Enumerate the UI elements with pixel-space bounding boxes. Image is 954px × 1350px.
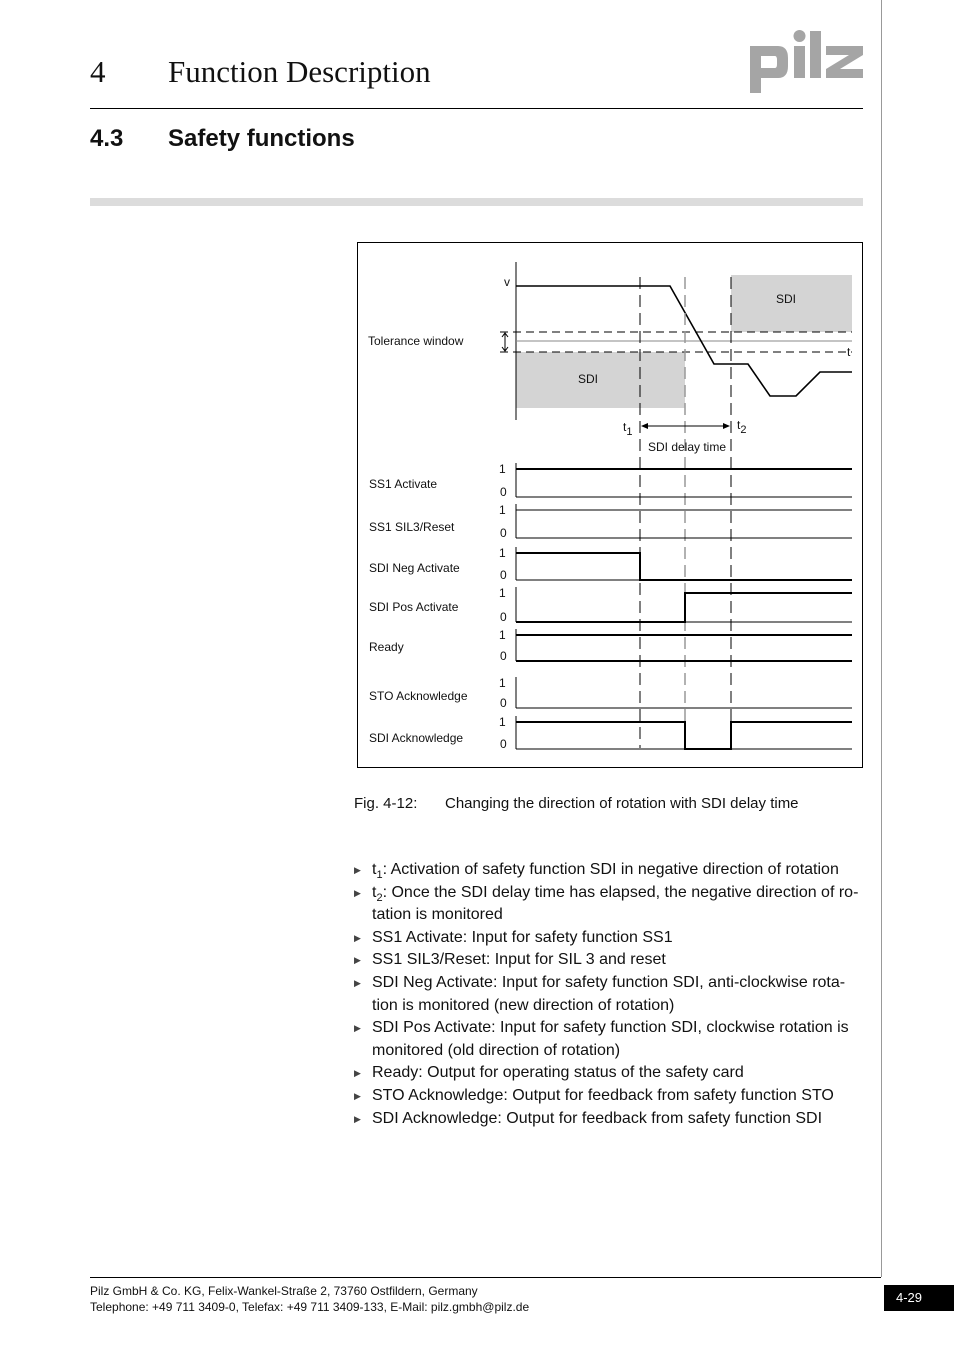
tolerance-label: Tolerance window xyxy=(368,334,464,348)
bullet-term-subscript: 1 xyxy=(376,869,383,882)
t1-label: t1 xyxy=(623,420,633,438)
bullet-item xyxy=(354,1017,869,1062)
figure-caption-text: Changing the direction of rotation with SDI delay time xyxy=(445,795,799,812)
bullet-arrow-icon: ▶ xyxy=(354,865,361,875)
signal-label: Ready xyxy=(369,640,404,654)
level-1-label: 1 xyxy=(499,546,506,560)
level-0-label: 0 xyxy=(500,737,507,751)
sdi-window-negative xyxy=(516,352,685,408)
signal-label: SDI Acknowledge xyxy=(369,731,464,745)
bullet-text: SDI Acknowledge: Output for feedback from safety function SDI xyxy=(372,1109,823,1127)
bullet-arrow-icon: ▶ xyxy=(354,932,361,943)
pilz-logo xyxy=(748,28,866,94)
header-rule xyxy=(90,108,863,109)
sdi-label-upper: SDI xyxy=(776,292,797,306)
footer-rule xyxy=(90,1277,881,1278)
t-axis-label: t xyxy=(847,345,851,359)
delay-label: SDI delay time xyxy=(647,440,727,454)
level-1-label: 1 xyxy=(499,503,506,517)
level-0-label: 0 xyxy=(500,568,507,582)
chapter-title: Function Description xyxy=(168,54,431,89)
signal-waveform xyxy=(516,553,852,580)
bullet-term: t xyxy=(372,883,377,901)
level-0-label: 0 xyxy=(500,485,507,499)
signal-rows xyxy=(369,462,852,751)
bullet-item xyxy=(354,1062,869,1085)
bullet-item xyxy=(354,1085,869,1108)
bullet-arrow-icon: ▶ xyxy=(354,887,361,898)
bullet-text: : Activation of safety function SDI in negative direction of rotation xyxy=(382,861,839,878)
t2-label: t2 xyxy=(737,418,747,436)
timing-diagram xyxy=(357,242,864,769)
section-title: Safety functions xyxy=(168,125,355,152)
level-0-label: 0 xyxy=(500,696,507,710)
bullet-item xyxy=(354,972,869,1017)
bullet-arrow-icon: ▶ xyxy=(354,1113,361,1124)
sdi-label-lower: SDI xyxy=(578,372,599,386)
level-1-label: 1 xyxy=(499,628,506,642)
footer-line-1: Pilz GmbH & Co. KG, Felix-Wankel-Straße 2, 73760 Ostfildern, Germany xyxy=(90,1284,478,1298)
bullet-term: t xyxy=(372,861,377,878)
level-1-label: 1 xyxy=(499,676,506,690)
level-0-label: 0 xyxy=(500,649,507,663)
signal-label: SDI Neg Activate xyxy=(369,561,460,575)
signal-label: STO Acknowledge xyxy=(369,689,468,703)
bullet-item xyxy=(354,859,869,882)
bullet-arrow-icon: ▶ xyxy=(354,1023,361,1034)
bullet-term-subscript: 2 xyxy=(376,891,383,904)
figure-caption-number: Fig. 4-12: xyxy=(354,795,418,812)
level-0-label: 0 xyxy=(500,526,507,540)
bullet-list xyxy=(354,859,869,1130)
section-number: 4.3 xyxy=(90,125,124,152)
level-1-label: 1 xyxy=(499,462,506,476)
bullet-item xyxy=(354,949,869,972)
level-0-label: 0 xyxy=(500,610,507,624)
margin-rule xyxy=(881,0,882,1277)
bullet-arrow-icon: ▶ xyxy=(354,955,361,966)
bullet-text: : Once the SDI delay time has elapsed, the negative direction of ro-tation is monitored xyxy=(372,883,859,924)
bullet-text: SDI Pos Activate: Input for safety function SDI, clockwise rotation is monitored (old direction of rotation) xyxy=(372,1019,849,1059)
bullet-text: SDI Neg Activate: Input for safety function SDI, anti-clockwise rota-tion is monitored (new direction of rotation) xyxy=(372,973,846,1014)
bullet-item xyxy=(354,1108,869,1131)
v-axis-label: v xyxy=(504,275,510,289)
bullet-text: SS1 SIL3/Reset: Input for SIL 3 and reset xyxy=(372,951,666,969)
signal-label: SDI Pos Activate xyxy=(369,600,459,614)
bullet-arrow-icon: ▶ xyxy=(354,1090,361,1101)
footer-address xyxy=(90,1283,529,1315)
signal-waveform xyxy=(516,593,852,622)
bullet-text: SS1 Activate: Input for safety function SS1 xyxy=(372,928,673,946)
page-number: 4-29 xyxy=(884,1285,954,1311)
section-bar xyxy=(90,198,863,206)
level-1-label: 1 xyxy=(499,586,506,600)
bullet-text: STO Acknowledge: Output for feedback from safety function STO xyxy=(372,1086,834,1104)
signal-label: SS1 SIL3/Reset xyxy=(369,520,455,534)
bullet-text: Ready: Output for operating status of the safety card xyxy=(372,1064,744,1082)
bullet-arrow-icon: ▶ xyxy=(354,1068,361,1079)
signal-waveform xyxy=(516,722,852,749)
footer-line-2: Telephone: +49 711 3409-0, Telefax: +49 711 3409-133, E-Mail: pilz.gmbh@pilz.de xyxy=(90,1300,530,1314)
bullet-arrow-icon: ▶ xyxy=(354,977,361,988)
chapter-number: 4 xyxy=(90,54,106,89)
signal-label: SS1 Activate xyxy=(369,477,438,491)
bullet-item xyxy=(354,882,869,927)
bullet-item xyxy=(354,927,869,950)
level-1-label: 1 xyxy=(499,715,506,729)
